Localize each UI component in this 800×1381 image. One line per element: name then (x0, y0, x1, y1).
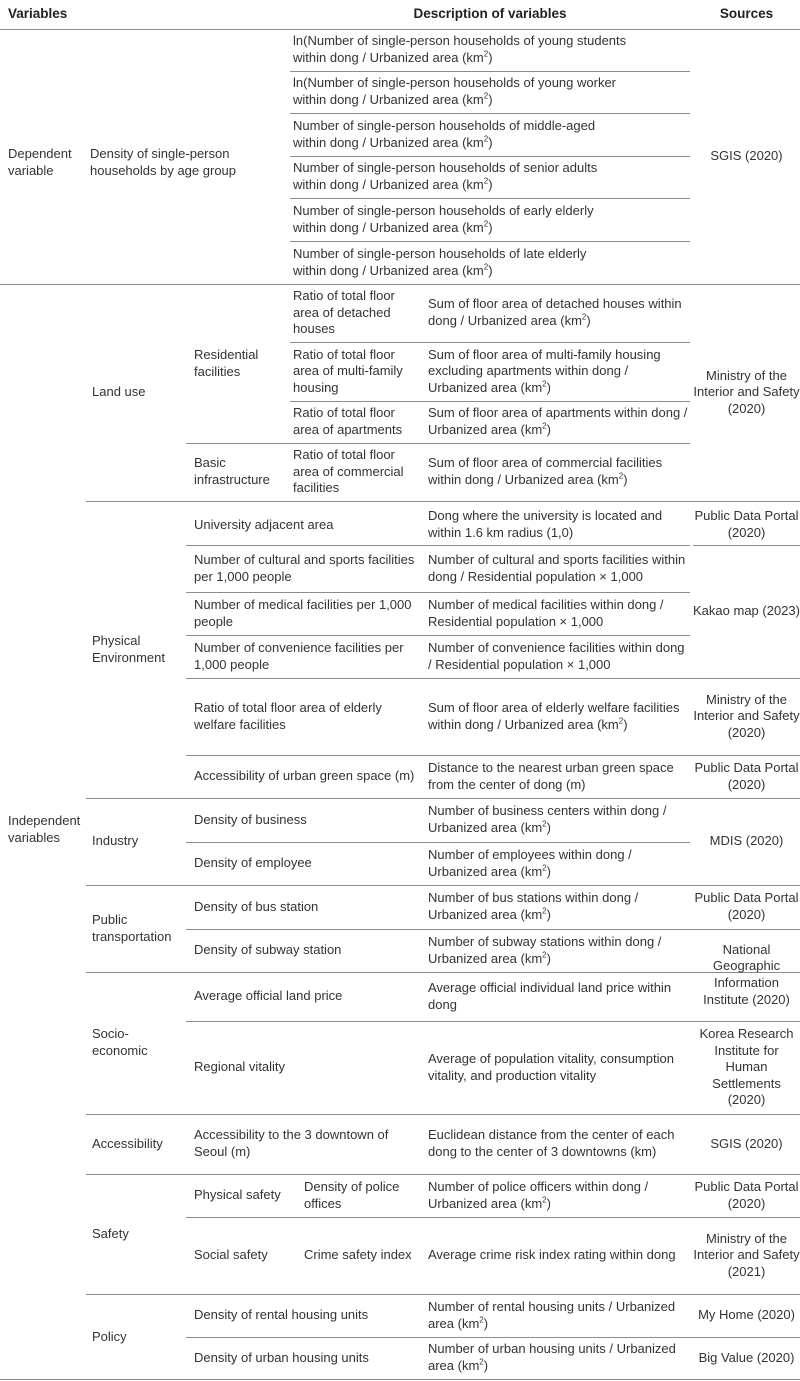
socio-economic-group: Socio-economic (92, 1026, 148, 1058)
transport-variable: Density of bus station (194, 898, 319, 914)
industry-variable: Density of employee (194, 855, 312, 871)
physical-variable: Number of medical facilities per 1,000 people (194, 596, 412, 629)
physical-source-3: Ministry of the Interior and Safety (2020) (693, 691, 800, 740)
policy-description: Number of rental housing units / Urbanized area $(km^2)$ (428, 1298, 676, 1331)
header-variables: Variables (8, 6, 68, 22)
land-use-variable: Ratio of total floor area of commercial facilities (293, 447, 404, 496)
land-use-group: Land use (92, 384, 146, 400)
dependent-variable-name: Density of single-person households by age group (90, 146, 237, 178)
physical-description: Distance to the nearest urban green space from the center of dong (m) (428, 759, 674, 792)
policy-variable: Density of urban housing units (194, 1349, 369, 1365)
physical-environment-group: Physical Environment (92, 632, 165, 665)
safety-source: Ministry of the Interior and Safety (2021) (693, 1230, 800, 1279)
socio-variable: Average official land price (194, 988, 343, 1004)
safety-subgroup: Physical safety (194, 1187, 281, 1203)
physical-source-2: Kakao map (2023) (693, 603, 800, 619)
transport-variable: Density of subway station (194, 942, 342, 958)
safety-variable: Density of police offices (304, 1178, 400, 1211)
transport-description: Number of subway stations within dong / Urbanized area $(km^2)$ (428, 933, 662, 966)
policy-description: Number of urban housing units / Urbanized area $(km^2)$ (428, 1341, 676, 1373)
physical-source-4: Public Data Portal (2020) (694, 759, 799, 792)
land-use-variable: Ratio of total floor area of apartments (293, 405, 403, 437)
physical-description: Number of convenience facilities within dong / Residential population × 1,000 (428, 639, 685, 672)
physical-description: Number of cultural and sports facilities within dong / Residential population × 1,000 (428, 551, 686, 584)
header-sources: Sources (719, 6, 774, 22)
public-transportation-group: Public transportation (92, 911, 172, 944)
socio-source: Korea Research Institute for Human Settlements (2020) (699, 1026, 794, 1108)
land-use-description: Sum of floor area of commercial facilities within dong / Urbanized area $(km^2)$ (428, 455, 663, 487)
land-use-variable: Ratio of total floor area of multi-family housing (293, 346, 403, 395)
land-use-description: Sum of floor area of multi-family housing excluding apartments within dong / Urbanized area $(km^2)$ (428, 346, 661, 395)
policy-variable: Density of rental housing units (194, 1307, 369, 1323)
physical-description: Number of medical facilities within dong / Residential population × 1,000 (428, 596, 664, 629)
physical-variable: Accessibility of urban green space (m) (194, 768, 415, 784)
industry-variable: Density of business (194, 811, 307, 827)
policy-group: Policy (92, 1329, 127, 1345)
industry-source: MDIS (2020) (709, 833, 784, 849)
accessibility-variable: Accessibility to the 3 downtown of Seoul (m) (194, 1127, 389, 1159)
physical-variable: Number of cultural and sports facilities per 1,000 people (194, 551, 415, 584)
transport-description: Number of bus stations within dong / Urbanized area $(km^2)$ (428, 890, 639, 922)
socio-description: Average of population vitality, consumption vitality, and production vitality (428, 1050, 674, 1083)
header-description: Description of variables (413, 6, 567, 22)
socio-variable: Regional vitality (194, 1059, 286, 1075)
accessibility-description: Euclidean distance from the center of each dong to the center of 3 downtowns (km) (428, 1127, 675, 1159)
dependent-category: Dependent variable (8, 146, 72, 178)
physical-variable: University adjacent area (194, 516, 334, 532)
dependent-item: Number of single-person households of late elderly within dong / Urbanized area $(km^2)$ (293, 245, 587, 278)
policy-source: My Home (2020) (698, 1307, 795, 1323)
dependent-source: SGIS (2020) (710, 148, 783, 164)
physical-description: Dong where the university is located and within 1.6 km radius (1,0) (428, 508, 663, 540)
safety-subgroup: Social safety (194, 1247, 268, 1263)
industry-description: Number of business centers within dong / Urbanized area $(km^2)$ (428, 803, 667, 835)
dependent-item: Number of single-person households of senior adults within dong / Urbanized area $(km^2)$ (293, 160, 598, 192)
policy-source: Big Value (2020) (698, 1349, 795, 1365)
land-use-description: Sum of floor area of detached houses within dong / Urbanized area $(km^2)$ (428, 296, 682, 328)
safety-group: Safety (92, 1225, 129, 1241)
transport-source: Public Data Portal (2020) (694, 890, 799, 922)
physical-description: Sum of floor area of elderly welfare facilities within dong / Urbanized area $(km^2)$ (428, 699, 680, 732)
independent-category: Independent variables (8, 813, 81, 845)
physical-source-1: Public Data Portal (2020) (694, 508, 799, 540)
dependent-item: Number of single-person households of early elderly within dong / Urbanized area $(km^2)$ (293, 202, 594, 235)
dependent-item: ln(Number of single-person households of young students within dong / Urbanized area $(km^2)$ (293, 33, 627, 65)
socio-description: Average official individual land price within dong (428, 979, 672, 1012)
land-use-variable: Ratio of total floor area of detached houses (293, 288, 395, 337)
transport-source: National Geographic Information Institute (2020) (703, 941, 790, 1007)
safety-description: Number of police officers within dong / Urbanized area $(km^2)$ (428, 1178, 649, 1211)
dependent-item: ln(Number of single-person households of young worker within dong / Urbanized area $(km^2)$ (293, 75, 617, 107)
accessibility-group: Accessibility (92, 1135, 163, 1151)
safety-variable: Crime safety index (304, 1247, 412, 1263)
physical-variable: Number of convenience facilities per 1,000 people (194, 639, 404, 672)
basic-infrastructure-label: Basic infrastructure (194, 455, 270, 487)
industry-description: Number of employees within dong / Urbanized area $(km^2)$ (428, 846, 632, 879)
land-use-source: Ministry of the Interior and Safety (2020) (693, 367, 800, 416)
physical-variable: Ratio of total floor area of elderly welfare facilities (194, 699, 382, 732)
safety-description: Average crime risk index rating within dong (428, 1247, 676, 1263)
industry-group: Industry (92, 833, 139, 849)
accessibility-source: SGIS (2020) (710, 1135, 783, 1151)
residential-facilities-label: Residential facilities (194, 346, 259, 379)
safety-source: Public Data Portal (2020) (694, 1178, 799, 1211)
land-use-description: Sum of floor area of apartments within dong / Urbanized area $(km^2)$ (428, 405, 688, 437)
dependent-item: Number of single-person households of middle-aged within dong / Urbanized area $(km^2)$ (293, 117, 596, 150)
